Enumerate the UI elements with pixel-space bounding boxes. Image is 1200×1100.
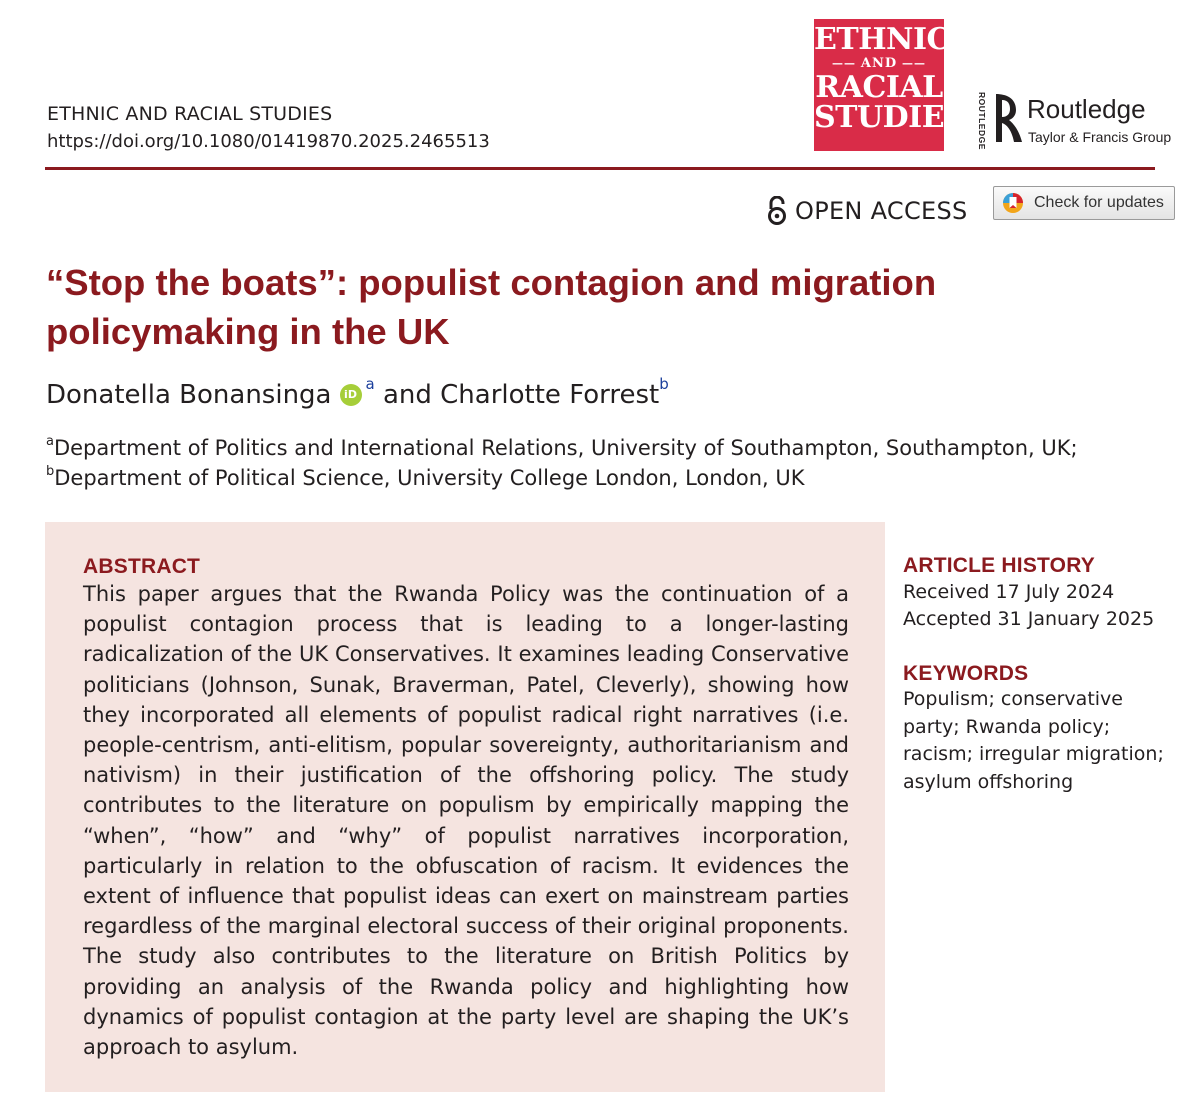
routledge-profile-icon	[992, 92, 1026, 146]
affiliation-a-text: Department of Politics and International Relations, University of Southampton, Southampton, UK;	[53, 436, 1078, 460]
abstract-box	[45, 522, 885, 1092]
abstract-text: This paper argues that the Rwanda Policy was the continuation of a populist contagion process that is leading to a longer-lasting radicalization of the UK Conservatives. It examines leading Conservative politicians (Johnson, Sunak, Braverman, Patel, Cleverly), showing how they incorporated all elements of populist radical right narratives (i.e. people-centrism, anti-elitism, popular sovereignty, authoritarianism and nativism) in their justification of the offshoring policy. The study contributes to the literature on populism by empirically mapping the “when”, “how” and “why” of populist narratives incorporation, particularly in relation to the obfuscation of racism. It evidences the extent of influence that populist ideas can exert on mainstream parties regardless of the marginal electoral success of their original proponents. The study also contributes to the literature on British Politics by providing an analysis of the Rwanda policy and highlighting how dynamics of populist contagion at the party level are shaping the UK’s approach to asylum.	[83, 582, 849, 1060]
publisher-logo	[976, 88, 1186, 150]
article-history-heading: ARTICLE HISTORY	[903, 554, 1096, 577]
author-line	[46, 375, 669, 410]
logo-line-studies: STUDIES	[814, 100, 966, 135]
author-2-affiliation-marker[interactable]: b	[659, 375, 669, 393]
author-1-name[interactable]: Donatella Bonansinga	[46, 380, 332, 410]
check-for-updates-button[interactable]	[993, 186, 1175, 220]
open-access-badge	[767, 193, 968, 229]
keywords-list: Populism; conservative party; Rwanda policy; racism; irregular migration; asylum offshoring	[903, 688, 1164, 793]
accepted-date: Accepted 31 January 2025	[903, 608, 1155, 630]
affiliation-a-marker: a	[46, 434, 54, 449]
header-divider	[45, 167, 1155, 170]
affiliation-b-text: Department of Political Science, University College London, London, UK	[54, 466, 805, 490]
logo-line-ethnic: ETHNIC	[814, 22, 950, 57]
author-1-affiliation-marker[interactable]: a	[365, 375, 375, 393]
received-date: Received 17 July 2024	[903, 581, 1115, 603]
open-access-label: OPEN ACCESS	[795, 197, 968, 225]
publisher-name: Routledge	[1027, 94, 1146, 124]
keywords-heading: KEYWORDS	[903, 662, 1029, 685]
doi-link[interactable]: https://doi.org/10.1080/01419870.2025.2465513	[47, 131, 490, 152]
abstract-heading: ABSTRACT	[83, 555, 201, 578]
logo-line-and: —— AND ——	[832, 56, 926, 71]
logo-line-racial: RACIAL	[815, 70, 943, 105]
author-2-name[interactable]: Charlotte Forrest	[440, 380, 660, 410]
affiliation-b-marker: b	[46, 464, 55, 479]
affiliation-a	[46, 434, 1078, 460]
author-conjunction: and	[382, 380, 432, 410]
article-title: “Stop the boats”: populist contagion and migration policymaking in the UK	[46, 262, 937, 352]
publisher-vertical-text: ROUTLEDGE	[977, 92, 987, 150]
crossmark-icon	[1002, 192, 1024, 214]
orcid-icon[interactable]: iD	[340, 384, 362, 406]
affiliation-b	[46, 464, 805, 490]
publisher-subtitle: Taylor & Francis Group	[1028, 129, 1172, 145]
open-lock-icon	[767, 196, 787, 226]
journal-name: ETHNIC AND RACIAL STUDIES	[47, 103, 333, 125]
check-for-updates-label: Check for updates	[1034, 194, 1164, 211]
journal-logo	[814, 19, 966, 151]
